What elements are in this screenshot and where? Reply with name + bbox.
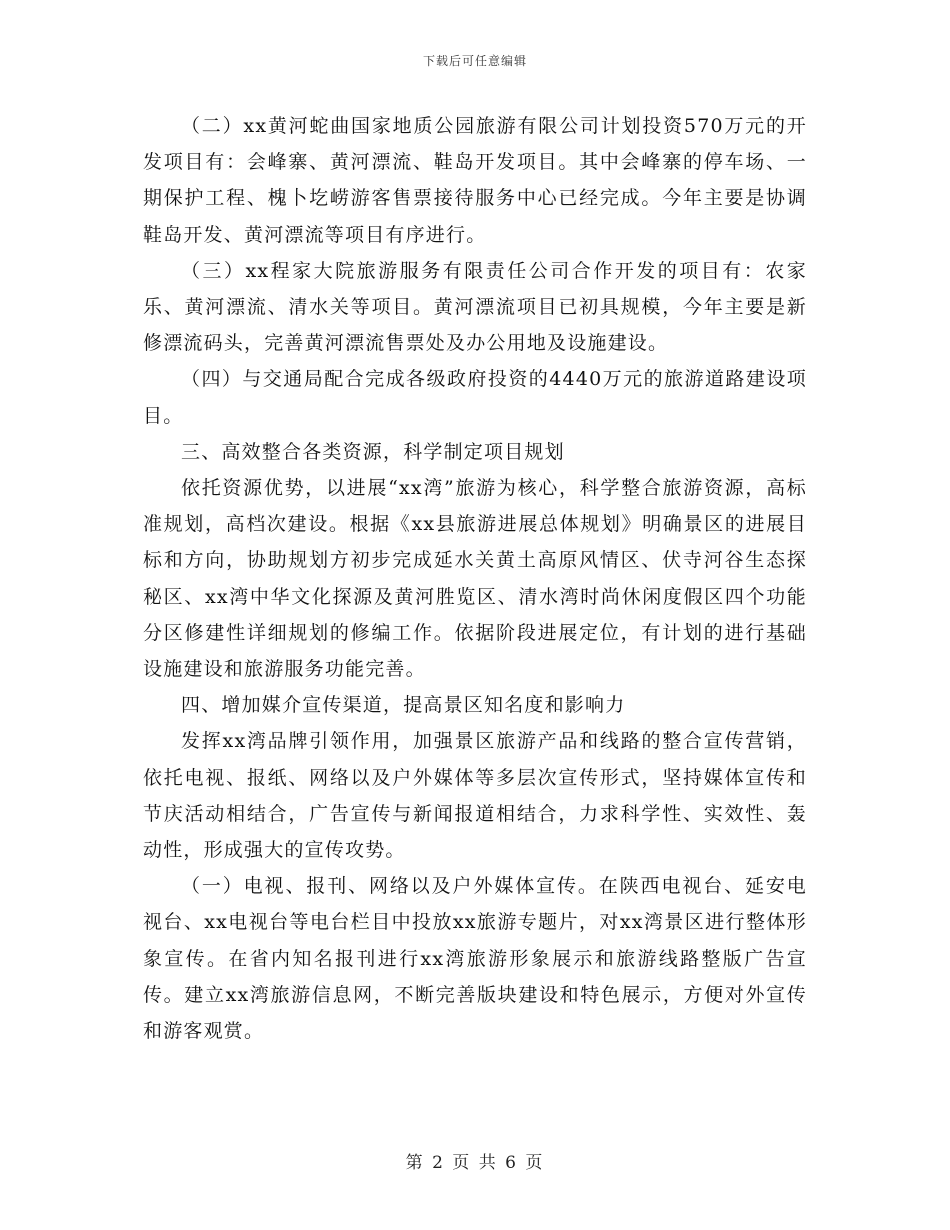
page-header: 下载后可任意编辑 [422, 54, 527, 68]
paragraph-brand-marketing: 发挥xx湾品牌引领作用，加强景区旅游产品和线路的整合宣传营销，依托电视、报纸、网络以及户外媒体等多层次宣传形式，坚持媒体宣传和节庆活动相结合，广告宣传与新闻报道相结合，力求科学性、实效性、轰动性，形成强大的宣传攻势。 [143, 730, 807, 862]
section-heading-resource-integration: 三、高效整合各类资源，科学制定项目规划 [181, 440, 565, 463]
paragraph-investment-geopark: （二）xx黄河蛇曲国家地质公园旅游有限公司计划投资570万元的开发项目有：会峰寨、黄河漂流、鞋岛开发项目。其中会峰寨的停车场、一期保护工程、槐卜圪崂游客售票接待服务中心已经完成。今年主要是协调鞋岛开发、黄河漂流等项目有序进行。 [143, 115, 807, 246]
document-body [143, 108, 807, 1049]
section-heading-media-promotion: 四、增加媒介宣传渠道，提高景区知名度和影响力 [181, 694, 626, 717]
paragraph-road-construction: （四）与交通局配合完成各级政府投资的4440万元的旅游道路建设项目。 [143, 368, 807, 427]
paragraph-planning: 依托资源优势，以进展“xx湾”旅游为核心，科学整合旅游资源，高标准规划，高档次建设。根据《xx县旅游进展总体规划》明确景区的进展目标和方向，协助规划方初步完成延水关黄土高原风情区、伏寺河谷生态探秘区、xx湾中华文化探源及黄河胜览区、清水湾时尚休闲度假区四个功能分区修建性详细规划的修编工作。依据阶段进展定位，有计划的进行基础设施建设和旅游服务功能完善。 [143, 477, 807, 681]
paragraph-media-channels: （一）电视、报刊、网络以及户外媒体宣传。在陕西电视台、延安电视台、xx电视台等电台栏目中投放xx旅游专题片，对xx湾景区进行整体形象宣传。在省内知名报刊进行xx湾旅游形象展示和旅游线路整版广告宣传。建立xx湾旅游信息网，不断完善版块建设和特色展示，方便对外宣传和游客观赏。 [143, 875, 807, 1043]
paragraph-cheng-family-courtyard: （三）xx程家大院旅游服务有限责任公司合作开发的项目有：农家乐、黄河漂流、清水关等项目。黄河漂流项目已初具规模，今年主要是新修漂流码头，完善黄河漂流售票处及办公用地及设施建设。 [143, 259, 807, 355]
page-number: 第 2 页 共 6 页 [405, 1153, 545, 1173]
